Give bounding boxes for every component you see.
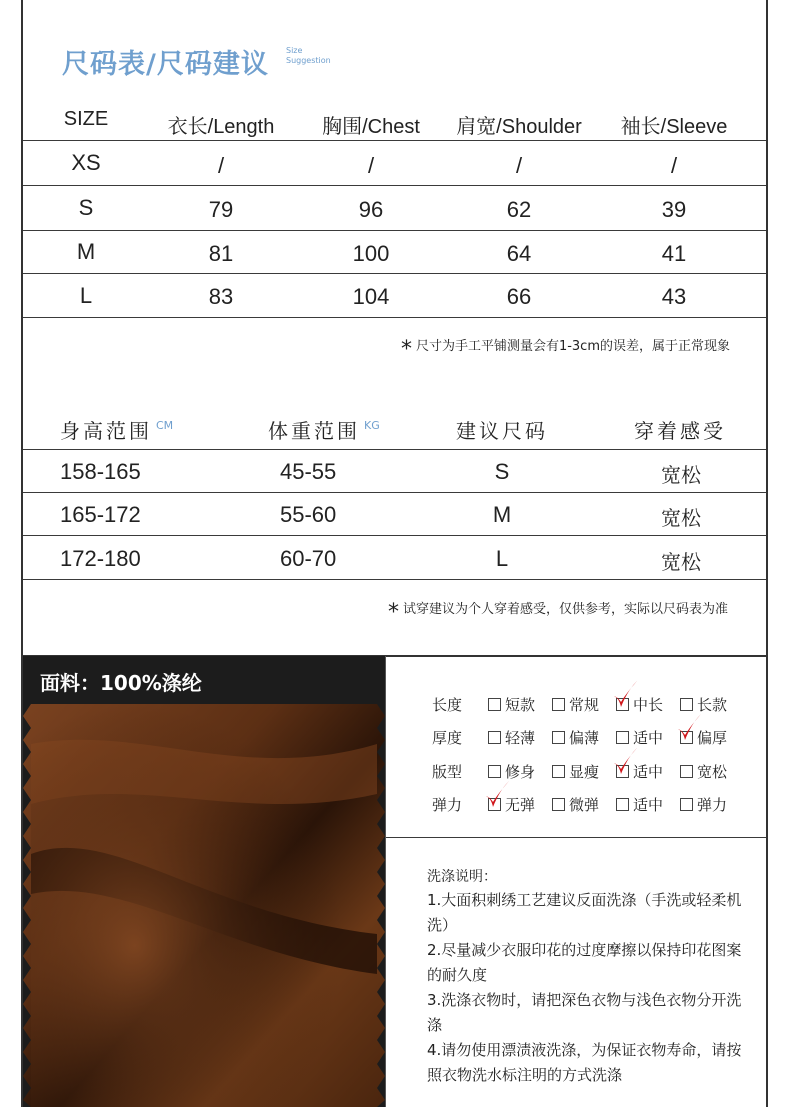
shoulder-cell: 62 [506, 197, 532, 222]
asterisk-icon: * [387, 600, 399, 625]
attribute-option-label: 适中 [633, 796, 664, 814]
checkmark-icon [676, 713, 702, 743]
checkbox[interactable] [488, 765, 501, 778]
attribute-option[interactable] [488, 727, 535, 748]
attribute-option[interactable] [616, 694, 663, 715]
care-item: 4.请勿使用漂渍液洗涤，为保证衣物寿命，请按照衣物洗水标注明的方式洗涤 [427, 1041, 742, 1084]
attribute-option-label: 适中 [633, 763, 664, 781]
col-header-height [60, 415, 173, 444]
attribute-option-label: 宽松 [697, 763, 728, 781]
attribute-option-label: 修身 [505, 763, 536, 781]
weight-unit: KG [364, 419, 380, 432]
attribute-option[interactable] [616, 761, 663, 782]
row-divider [23, 230, 766, 231]
attribute-row [432, 694, 728, 715]
col-header-size: SIZE [63, 108, 109, 130]
row-divider [23, 317, 766, 318]
feel-cell: 宽松 [661, 550, 701, 574]
chest-cell: / [367, 153, 375, 178]
checkbox[interactable] [680, 798, 693, 811]
page-title: 尺码表/尺码建议 [62, 49, 269, 80]
attribute-option[interactable] [552, 727, 599, 748]
attribute-option[interactable] [680, 694, 727, 715]
sleeve-cell: 43 [661, 284, 687, 309]
col-header-length: 衣长/Length [167, 116, 275, 138]
weight-cell: 55-60 [280, 502, 337, 527]
page-subtitle [286, 46, 331, 66]
checkmark-icon [484, 780, 510, 810]
fit-note-text: 试穿建议为个人穿着感受，仅供参考，实际以尺码表为准 [402, 602, 728, 617]
care-title: 洗涤说明： [427, 869, 497, 885]
col-header-sleeve: 袖长/Sleeve [620, 116, 728, 138]
sleeve-cell: 39 [661, 197, 687, 222]
height-cell: 172-180 [60, 546, 141, 571]
checkbox[interactable] [488, 731, 501, 744]
attribute-option[interactable] [680, 761, 727, 782]
col-header-height-label: 身高范围 [60, 419, 152, 443]
sleeve-cell: / [670, 153, 678, 178]
attribute-option[interactable] [552, 794, 599, 815]
attribute-label: 长度 [432, 696, 463, 714]
row-divider [23, 579, 766, 580]
length-cell: 81 [208, 241, 234, 266]
col-header-shoulder: 肩宽/Shoulder [456, 116, 582, 138]
attribute-divider [386, 837, 766, 838]
checkbox[interactable] [552, 798, 565, 811]
row-divider [23, 535, 766, 536]
attribute-row [432, 794, 728, 815]
row-divider [23, 492, 766, 493]
asterisk-icon: * [400, 337, 412, 362]
fabric-label: 面料：100%涤纶 [40, 671, 202, 695]
row-divider [23, 185, 766, 186]
subtitle-line-1: Size [286, 46, 303, 55]
attribute-row [432, 727, 728, 748]
attribute-option[interactable] [680, 727, 727, 748]
checkbox[interactable] [680, 765, 693, 778]
chest-cell: 96 [358, 197, 384, 222]
attribute-option-label: 偏薄 [569, 729, 600, 747]
sleeve-cell: 41 [661, 241, 687, 266]
attribute-option-label: 显瘦 [569, 763, 600, 781]
attribute-option[interactable] [680, 794, 727, 815]
shoulder-cell: 66 [506, 284, 532, 309]
attribute-option[interactable] [488, 694, 535, 715]
suggested-size-cell: M [492, 502, 512, 527]
attribute-option[interactable] [488, 761, 535, 782]
checkmark-icon [612, 680, 638, 710]
attribute-option-label: 偏厚 [697, 729, 728, 747]
checkbox[interactable] [616, 731, 629, 744]
height-cell: 165-172 [60, 502, 141, 527]
attribute-option[interactable] [616, 727, 663, 748]
subtitle-line-2: Suggestion [286, 56, 331, 65]
col-header-feel: 穿着感受 [634, 419, 726, 443]
weight-cell: 60-70 [280, 546, 337, 571]
checkbox[interactable] [616, 798, 629, 811]
row-divider [23, 273, 766, 274]
size-cell: XS [71, 150, 101, 175]
chest-cell: 100 [352, 241, 390, 266]
checkbox[interactable] [552, 731, 565, 744]
attribute-option[interactable] [552, 694, 599, 715]
checkbox[interactable] [552, 765, 565, 778]
chest-cell: 104 [352, 284, 390, 309]
checkbox[interactable] [488, 698, 501, 711]
col-header-size: 建议尺码 [456, 419, 548, 443]
size-cell: M [76, 239, 96, 264]
checkbox[interactable] [680, 698, 693, 711]
attribute-option-label: 中长 [633, 696, 664, 714]
attribute-option-label: 适中 [633, 729, 664, 747]
attribute-label: 版型 [432, 763, 463, 781]
attribute-option-label: 无弹 [505, 796, 536, 814]
attribute-label: 弹力 [432, 796, 463, 814]
panel-divider [385, 656, 386, 1107]
attribute-option-label: 短款 [505, 696, 536, 714]
suggested-size-cell: L [495, 546, 509, 571]
checkmark-icon [612, 747, 638, 777]
care-item: 3.洗涤衣物时，请把深色衣物与浅色衣物分开洗涤 [427, 991, 742, 1034]
attribute-option-label: 微弹 [569, 796, 600, 814]
feel-cell: 宽松 [661, 463, 701, 487]
col-header-weight [268, 415, 380, 444]
shoulder-cell: / [515, 153, 523, 178]
length-cell: / [217, 153, 225, 178]
attribute-option[interactable] [552, 761, 599, 782]
attribute-option[interactable] [616, 794, 663, 815]
height-unit: CM [156, 419, 174, 432]
col-header-weight-label: 体重范围 [268, 419, 360, 443]
attribute-option-label: 轻薄 [505, 729, 536, 747]
length-cell: 83 [208, 284, 234, 309]
attribute-option-label: 常规 [569, 696, 600, 714]
attribute-label: 厚度 [432, 729, 463, 747]
length-cell: 79 [208, 197, 234, 222]
checkbox[interactable] [552, 698, 565, 711]
size-cell: L [79, 283, 93, 308]
height-cell: 158-165 [60, 459, 141, 484]
fabric-swatch-image [23, 704, 385, 1107]
fit-note [388, 598, 728, 625]
size-note-text: 尺寸为手工平铺测量会有1-3cm的误差，属于正常现象 [415, 339, 730, 354]
size-note [401, 335, 730, 362]
attribute-row [432, 761, 728, 782]
attribute-option-label: 长款 [697, 696, 728, 714]
attribute-option-label: 弹力 [697, 796, 728, 814]
care-item: 1.大面积刺绣工艺建议反面洗涤（手洗或轻柔机洗） [427, 891, 742, 934]
shoulder-cell: 64 [506, 241, 532, 266]
care-item: 2.尽量减少衣服印花的过度摩擦以保持印花图案的耐久度 [427, 941, 742, 984]
weight-cell: 45-55 [280, 459, 337, 484]
row-divider [23, 449, 766, 450]
attribute-option[interactable] [488, 794, 535, 815]
row-divider [23, 140, 766, 141]
suggested-size-cell: S [494, 459, 510, 484]
size-cell: S [78, 195, 94, 220]
feel-cell: 宽松 [661, 506, 701, 530]
col-header-chest: 胸围/Chest [322, 116, 420, 138]
